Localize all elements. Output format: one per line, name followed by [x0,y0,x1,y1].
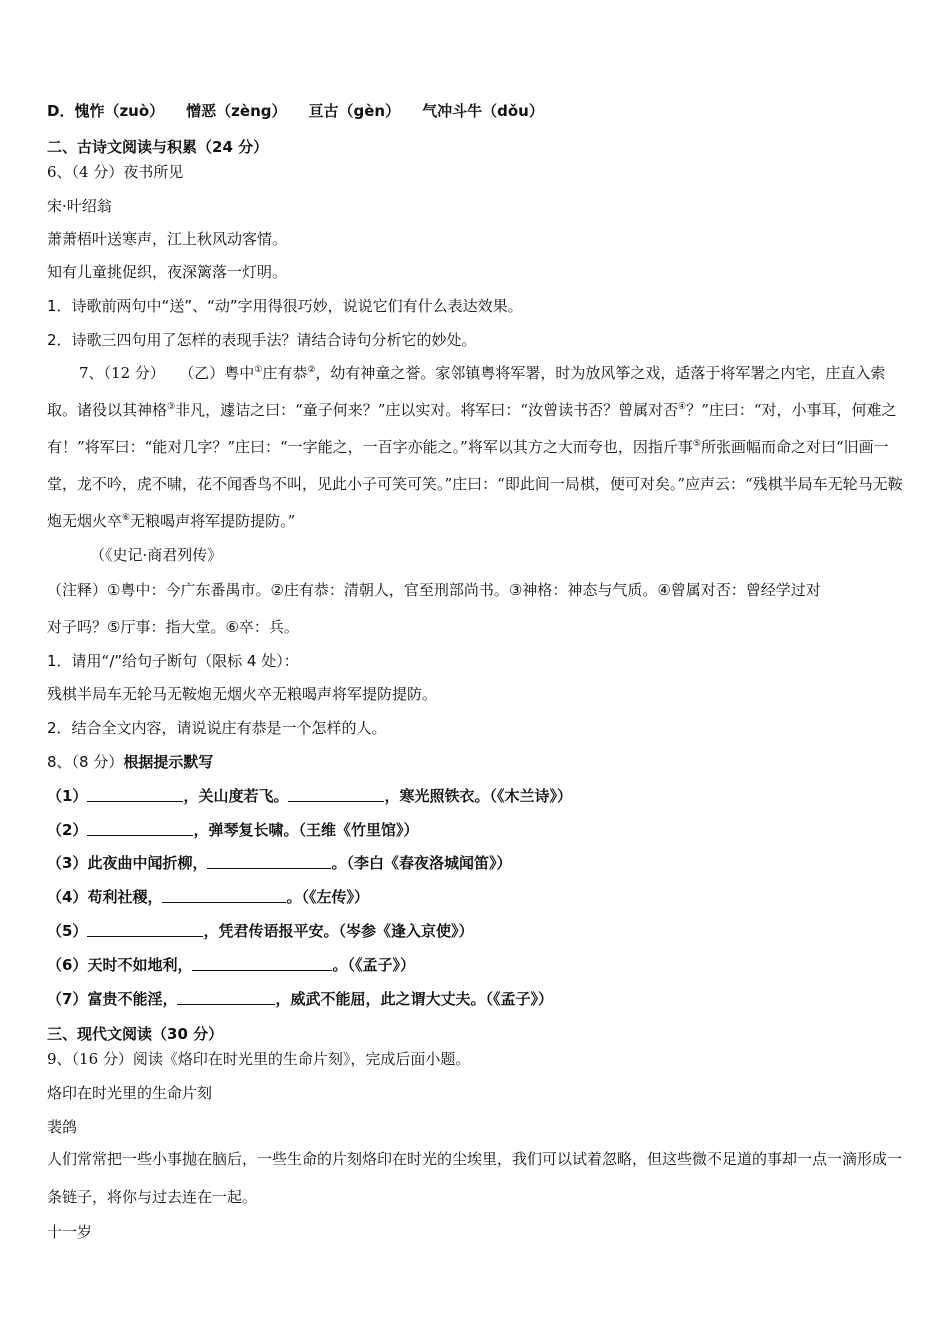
passage-text: 所张画幅而命之对曰“旧画一堂，龙不吟，虎不啸，花不闻香鸟不叫，见此小子可笑可笑。”庄曰：“即此间一局棋，便可对矣。”应声云：“残棋半局车无轮马无鞍炮无烟火卒 [47,438,903,530]
item-number: （7） [47,990,88,1008]
item-number: （4） [47,888,88,906]
q7-notes-line-1: （注释）①粤中：今广东番禺市。②庄有恭：清朝人，官至刑部尚书。③神格：神态与气质。④曾属对否：曾经学过对 [47,581,821,599]
answer-blank[interactable] [177,990,275,1005]
dictation-item [47,921,473,941]
passage-text: 庄有恭 [262,364,308,382]
item-number: （5） [47,922,88,940]
item-number: （6） [47,956,88,974]
footnote-marker: ① [254,365,263,375]
footnote-marker: ④ [678,402,687,412]
q6-author: 宋·叶绍翁 [47,197,112,215]
option-d-item: 愧怍（zuò） [74,102,165,120]
footnote-marker: ③ [167,402,176,412]
q8-title: 根据提示默写 [123,753,214,771]
q7-tag: （乙） [179,364,225,382]
q9-title: 9、（16 分）阅读《烙印在时光里的生命片刻》，完成后面小题。 [47,1050,471,1068]
q8-number: 8、（8 分） [47,753,124,771]
item-text: 。（《左传》） [286,888,369,906]
answer-blank[interactable] [288,787,384,802]
option-d-item: 气冲斗牛（dǒu） [422,102,544,120]
item-text: 此夜曲中闻折柳， [87,854,208,872]
passage-text: 无粮喝声将军提防提防。” [130,512,296,530]
article-author: 裴鸽 [47,1118,78,1136]
passage-text: ？”庄曰：“对，小事耳，何难之有！”将军曰：“能对几字？”庄曰：“一字能之，一百字亦能之。”将军以其方之大而夸也，因指斤事 [47,401,897,456]
q7-notes-line-2: 对子吗？⑤厅事：指大堂。⑥卒：兵。 [47,618,299,636]
passage-text: ，幼有神童之誉。家邻镇粤将军署，时为放风筝之戏，适落于将军署之内宅，庄直入索取。诸役以其神格 [47,364,886,419]
q7-sub-question-1: 1．请用“/”给句子断句（限标 4 处）： [47,652,299,670]
answer-blank[interactable] [87,787,183,802]
dictation-item [47,853,511,873]
dictation-item [47,989,553,1009]
footnote-marker: ② [307,365,316,375]
q7-sub-question-1-text: 残棋半局车无轮马无鞍炮无烟火卒无粮喝声将军提防提防。 [47,685,438,703]
q7-passage [47,355,903,540]
q6-sub-question-2: 2．诗歌三四句用了怎样的表现手法？请结合诗句分析它的妙处。 [47,331,477,349]
dictation-item [47,887,369,907]
dictation-item [47,820,418,840]
answer-blank[interactable] [87,922,203,937]
section2-heading: 二、古诗文阅读与积累（24 分） [47,138,269,156]
passage-text: 非凡，遽诘之曰：“童子何来？”庄以实对。将军曰：“汝曾读书否？曾属对否 [175,401,679,419]
item-text: ，凭君传语报平安。（岑参《逢入京使》） [203,922,474,940]
item-text: ，威武不能屈，此之谓大丈夫。（《孟子》） [275,990,553,1008]
option-d-line [47,101,544,121]
answer-blank[interactable] [207,854,331,869]
q7-sub-question-2: 2．结合全文内容，请说说庄有恭是一个怎样的人。 [47,719,387,737]
item-text: 苟利社稷， [87,888,163,906]
q8-title-line [47,752,213,772]
dictation-item [47,955,415,975]
q6-title: 6、（4 分）夜书所见 [47,163,184,181]
q6-poem-line-2: 知有儿童挑促织，夜深篱落一灯明。 [47,263,288,281]
item-number: （3） [47,854,88,872]
option-d-item: 亘古（gèn） [308,102,401,120]
item-text: ，寒光照铁衣。（《木兰诗》） [384,787,572,805]
section3-heading: 三、现代文阅读（30 分） [47,1025,224,1043]
item-text: ，关山度若飞。 [183,787,289,805]
footnote-marker: ⑥ [122,513,131,523]
article-title: 烙印在时光里的生命片刻 [47,1084,213,1102]
dictation-item [47,786,572,806]
q6-poem-line-1: 萧萧梧叶送寒声，江上秋风动客情。 [47,230,288,248]
answer-blank[interactable] [162,888,286,903]
footnote-marker: ⑤ [692,439,701,449]
article-subheading: 十一岁 [47,1223,93,1241]
item-text: ，弹琴复长啸。（王维《竹里馆》） [193,821,419,839]
item-text: 。（李白《春夜洛城闻笛》） [331,854,512,872]
item-text: 富贵不能淫， [87,990,178,1008]
q7-source: （《史记·商君列传》 [90,546,223,564]
answer-blank[interactable] [87,821,193,836]
option-d-item: 憎恶（zèng） [186,102,287,120]
q7-number: 7、（12 分） [79,364,165,382]
item-text: 。（《孟子》） [332,956,415,974]
answer-blank[interactable] [192,956,332,971]
item-number: （1） [47,787,88,805]
article-paragraph: 人们常常把一些小事抛在脑后，一些生命的片刻烙印在时光的尘埃里，我们可以试着忽略，但这些微不足道的事却一点一滴形成一条链子，将你与过去连在一起。 [47,1150,903,1206]
option-d-label: D． [47,102,75,120]
passage-text: 粤中 [224,364,255,382]
item-text: 天时不如地利， [87,956,193,974]
item-number: （2） [47,821,88,839]
q6-sub-question-1: 1．诗歌前两句中“送”、“动”字用得很巧妙，说说它们有什么表达效果。 [47,297,523,315]
